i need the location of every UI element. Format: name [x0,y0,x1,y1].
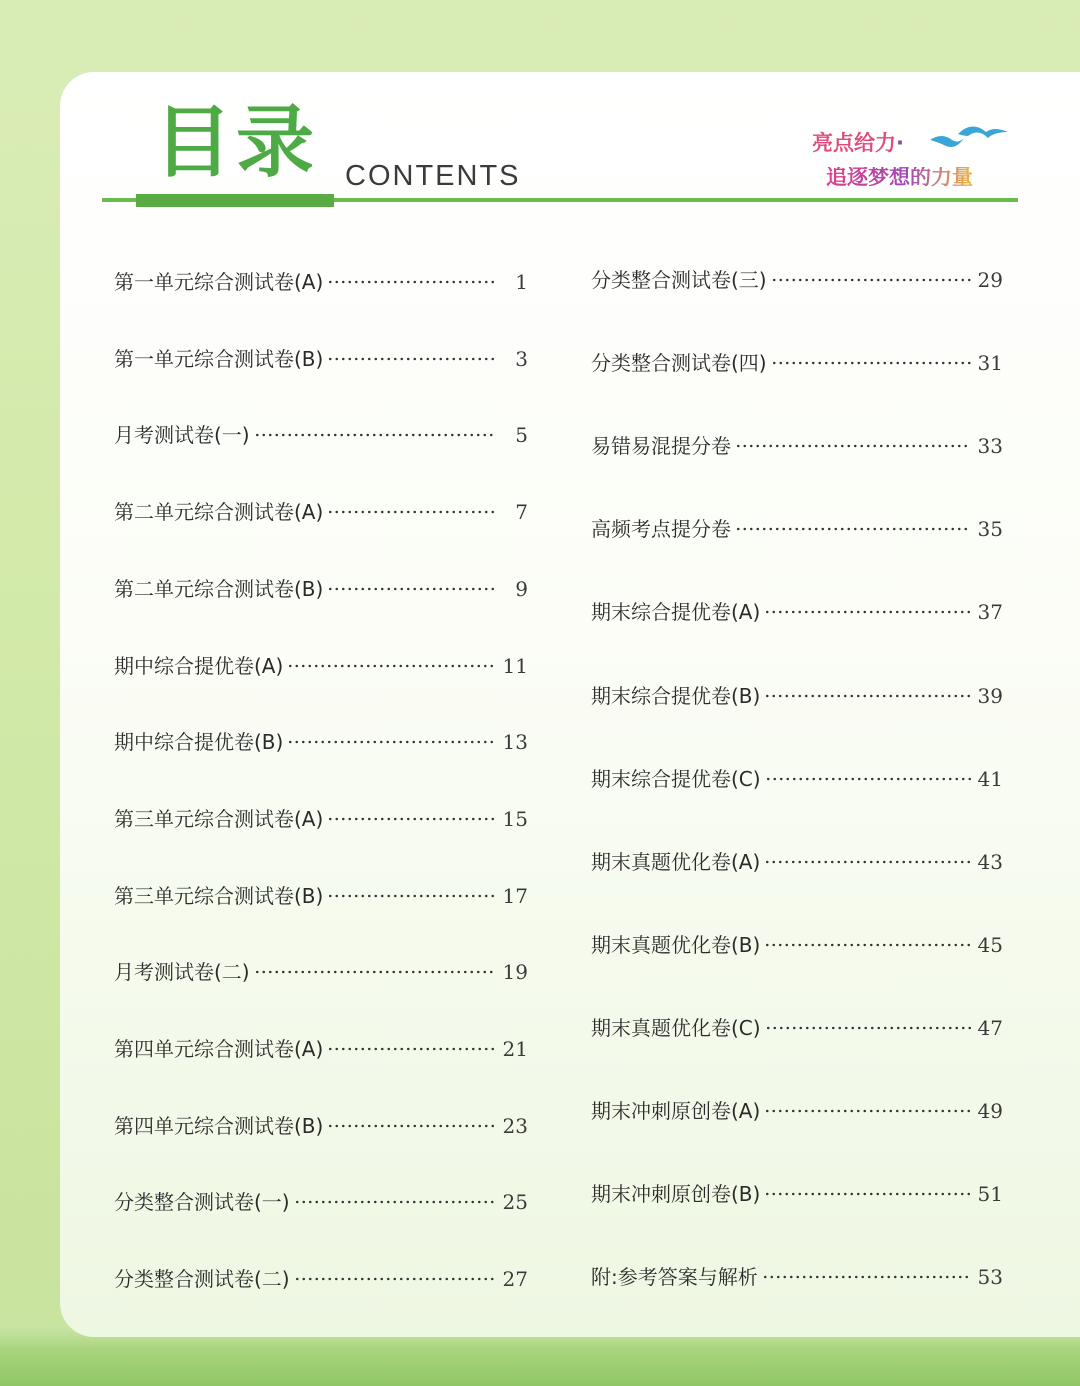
header-divider-accent [136,194,334,207]
toc-entry-page-number: 27 [502,1267,528,1292]
toc-entry-title: 月考测试卷(二) [114,960,250,985]
toc-entry[interactable] [114,423,528,448]
toc-entry-title: 分类整合测试卷(一) [114,1190,290,1215]
toc-entry-page-number: 1 [515,270,528,294]
toc-leader-dots [771,278,971,282]
toc-leader-dots [294,1277,496,1281]
toc-entry[interactable] [114,1267,528,1292]
toc-entry-title: 分类整合测试卷(三) [591,268,767,292]
toc-entry-title: 期末综合提优卷(A) [591,600,761,625]
toc-entry-title: 第四单元综合测试卷(B) [114,1113,324,1138]
toc-entry-title: 第三单元综合测试卷(B) [114,883,324,908]
toc-entry[interactable] [591,849,1003,874]
toc-leader-dots [765,1026,971,1030]
slogan-text-1: 亮点给力 [812,131,896,155]
toc-entry-title: 第四单元综合测试卷(A) [114,1037,324,1061]
toc-entry[interactable] [114,806,528,831]
toc-entry[interactable] [114,272,528,292]
toc-entry-title: 第二单元综合测试卷(B) [114,576,324,601]
toc-entry-title: 分类整合测试卷(四) [591,351,767,376]
slogan-line-1 [812,133,904,154]
toc-entry-page-number: 51 [977,1182,1003,1207]
toc-entry-page-number: 13 [502,730,528,755]
toc-entry-page-number: 41 [977,766,1003,791]
toc-entry-page-number: 19 [502,960,528,985]
toc-leader-dots [771,361,971,365]
toc-leader-dots [735,527,971,531]
toc-leader-dots [287,664,496,668]
page-subtitle: CONTENTS [345,160,521,192]
toc-entry-title: 易错易混提分卷 [591,434,731,459]
toc-leader-dots [764,610,971,614]
toc-entry-title: 第一单元综合测试卷(A) [114,270,324,294]
toc-entry-page-number: 25 [502,1190,528,1215]
toc-leader-dots [735,444,971,448]
toc-entry-page-number: 49 [977,1099,1003,1123]
toc-entry[interactable] [114,1039,528,1059]
toc-entry-title: 高频考点提分卷 [591,517,731,542]
slogan-dot: · [896,131,904,155]
toc-entry[interactable] [591,517,1003,542]
toc-entry[interactable] [114,960,528,985]
toc-leader-dots [294,1200,496,1204]
toc-entry-page-number: 7 [515,500,528,525]
toc-entry[interactable] [591,1265,1003,1290]
toc-entry-title: 第二单元综合测试卷(A) [114,500,324,525]
toc-leader-dots [764,1109,971,1113]
toc-leader-dots [254,433,496,437]
toc-leader-dots [327,1047,496,1051]
toc-entry-page-number: 17 [502,883,528,908]
toc-leader-dots [327,510,496,514]
toc-entry-page-number: 9 [515,576,528,601]
toc-leader-dots [327,280,496,284]
toc-entry-page-number: 35 [977,517,1003,542]
toc-entry[interactable] [591,600,1003,625]
slogan-line-2: 追逐梦想的力量 [826,165,973,189]
toc-entry[interactable] [114,346,528,371]
toc-entry-page-number: 39 [977,683,1003,708]
toc-entry[interactable] [114,883,528,908]
toc-leader-dots [327,357,496,361]
toc-entry-title: 附:参考答案与解析 [591,1265,758,1290]
toc-entry-title: 第三单元综合测试卷(A) [114,806,324,831]
toc-leader-dots [327,894,496,898]
toc-entry-page-number: 53 [977,1265,1003,1290]
toc-entry-page-number: 11 [502,653,528,678]
toc-entry[interactable] [114,653,528,678]
toc-entry-page-number: 45 [977,932,1003,957]
toc-entry-title: 期末真题优化卷(C) [591,1015,761,1040]
toc-leader-dots [764,860,971,864]
toc-entry[interactable] [591,434,1003,459]
toc-entry-page-number: 15 [502,806,528,831]
toc-entry-page-number: 3 [515,346,528,371]
toc-entry-page-number: 21 [502,1037,528,1061]
toc-entry-page-number: 5 [515,423,528,448]
toc-entry[interactable] [114,576,528,601]
toc-leader-dots [287,740,496,744]
toc-entry[interactable] [591,766,1003,791]
toc-leader-dots [764,694,971,698]
toc-entry-title: 第一单元综合测试卷(B) [114,346,324,371]
toc-entry[interactable] [114,730,528,755]
toc-entry[interactable] [591,1101,1003,1121]
toc-entry-page-number: 47 [977,1015,1003,1040]
toc-entry-page-number: 31 [977,351,1003,376]
toc-entry[interactable] [591,1015,1003,1040]
toc-entry[interactable] [591,270,1003,290]
toc-entry-title: 月考测试卷(一) [114,423,250,448]
toc-entry-title: 期中综合提优卷(A) [114,653,284,678]
birds-icon [928,118,1010,156]
page-title: 目录 [154,98,319,188]
toc-entry[interactable] [591,1182,1003,1207]
toc-entry[interactable] [114,500,528,525]
toc-entry-title: 期末综合提优卷(C) [591,766,761,791]
toc-entry-title: 分类整合测试卷(二) [114,1267,290,1292]
toc-leader-dots [254,970,496,974]
toc-entry-page-number: 43 [977,849,1003,874]
toc-entry-title: 期中综合提优卷(B) [114,730,284,755]
toc-entry[interactable] [591,683,1003,708]
toc-entry-title: 期末真题优化卷(A) [591,849,761,874]
toc-entry[interactable] [114,1190,528,1215]
toc-entry-page-number: 37 [977,600,1003,625]
toc-leader-dots [762,1275,971,1279]
toc-entry[interactable] [591,351,1003,376]
toc-leader-dots [764,1192,971,1196]
toc-leader-dots [327,1124,496,1128]
toc-leader-dots [764,943,971,947]
toc-entry-page-number: 29 [977,268,1003,292]
toc-entry-title: 期末冲刺原创卷(B) [591,1182,761,1207]
toc-entry-title: 期末综合提优卷(B) [591,683,761,708]
toc-leader-dots [327,817,496,821]
toc-entry[interactable] [114,1113,528,1138]
toc-entry-page-number: 33 [977,434,1003,459]
toc-entry-title: 期末冲刺原创卷(A) [591,1099,761,1123]
toc-leader-dots [327,587,496,591]
toc-entry-title: 期末真题优化卷(B) [591,932,761,957]
toc-leader-dots [765,777,971,781]
toc-entry-page-number: 23 [502,1113,528,1138]
toc-entry[interactable] [591,932,1003,957]
